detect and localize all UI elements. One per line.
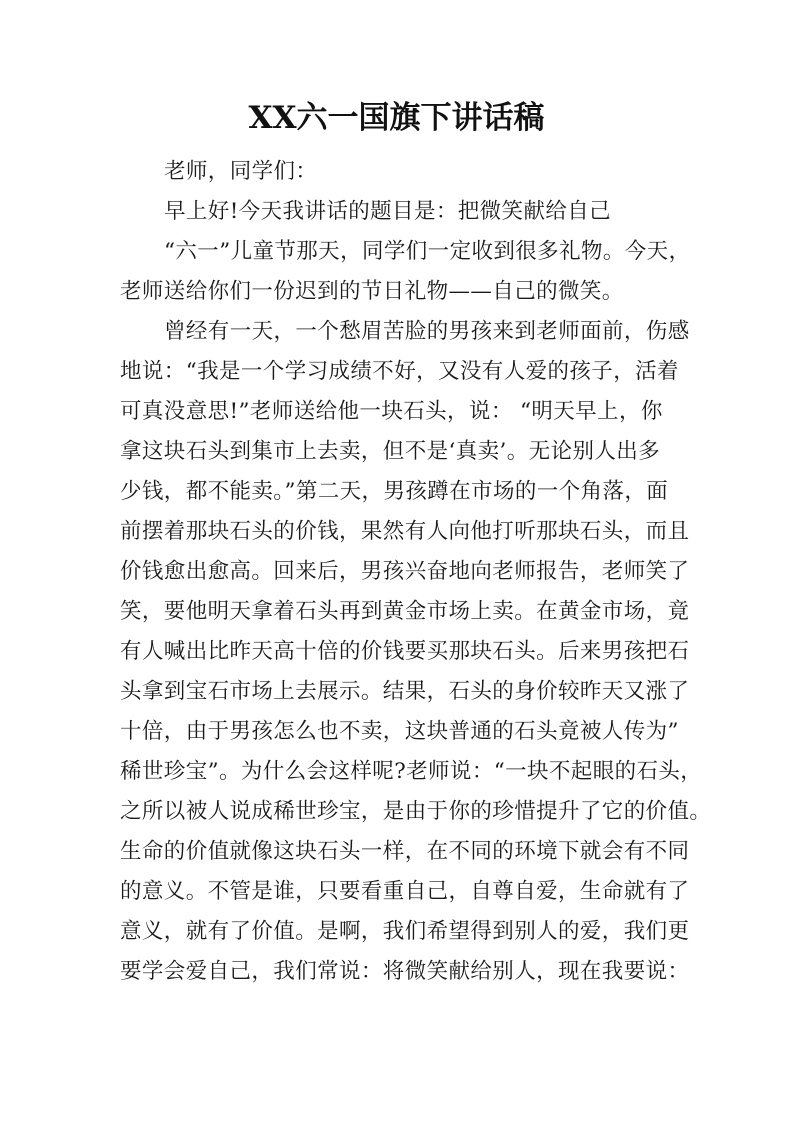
paragraph-line: 曾经有一天，一个愁眉苦脸的男孩来到老师面前，伤感	[164, 319, 690, 344]
paragraph-line: 十倍，由于男孩怎么也不卖，这块普通的石头竟被人传为”	[120, 719, 679, 744]
paragraph-line: “六一”儿童节那天，同学们一定收到很多礼物。今天，	[164, 239, 691, 264]
document-title: XX六一国旗下讲话稿	[248, 100, 545, 136]
paragraph-line: 要学会爱自己，我们常说：将微笑献给别人，现在我要说：	[120, 959, 690, 984]
paragraph-line: 有人喊出比昨天高十倍的价钱要买那块石头。后来男孩把石	[120, 639, 690, 664]
document-body	[120, 152, 712, 992]
paragraph-line: 之所以被人说成稀世珍宝，是由于你的珍惜提升了它的价值。	[120, 799, 712, 824]
paragraph-line: 笑，要他明天拿着石头再到黄金市场上卖。在黄金市场，竟	[120, 599, 690, 624]
paragraph-line: 可真没意思!”老师送给他一块石头，说： “明天早上，你	[120, 399, 663, 424]
paragraph-line: 头拿到宝石市场上去展示。结果，石头的身价较昨天又涨了	[120, 679, 690, 704]
paragraph-line: 意义，就有了价值。是啊，我们希望得到别人的爱，我们更	[120, 919, 690, 944]
paragraph-line: 少钱，都不能卖。”第二天，男孩蹲在市场的一个角落，面	[120, 479, 669, 504]
paragraph-line: 地说：“我是一个学习成绩不好，又没有人爱的孩子，活着	[120, 359, 679, 384]
salutation-line: 老师，同学们：	[164, 159, 318, 184]
paragraph-line: 前摆着那块石头的价钱，果然有人向他打听那块石头，而且	[120, 519, 690, 544]
paragraph-line: 的意义。不管是谁，只要看重自己，自尊自爱，生命就有了	[120, 879, 690, 904]
paragraph-line: 生命的价值就像这块石头一样，在不同的环境下就会有不同	[120, 839, 690, 864]
greeting-line: 早上好!今天我讲话的题目是：把微笑献给自己	[164, 199, 612, 224]
paragraph-line: 稀世珍宝”。为什么会这样呢?老师说：“一块不起眼的石头，	[120, 759, 703, 784]
paragraph-line: 老师送给你们一份迟到的节日礼物——自己的微笑。	[120, 279, 624, 304]
paragraph-line: 价钱愈出愈高。回来后，男孩兴奋地向老师报告，老师笑了	[120, 559, 690, 584]
paragraph-line: 拿这块石头到集市上去卖，但不是‘真卖’。无论别人出多	[120, 439, 661, 464]
